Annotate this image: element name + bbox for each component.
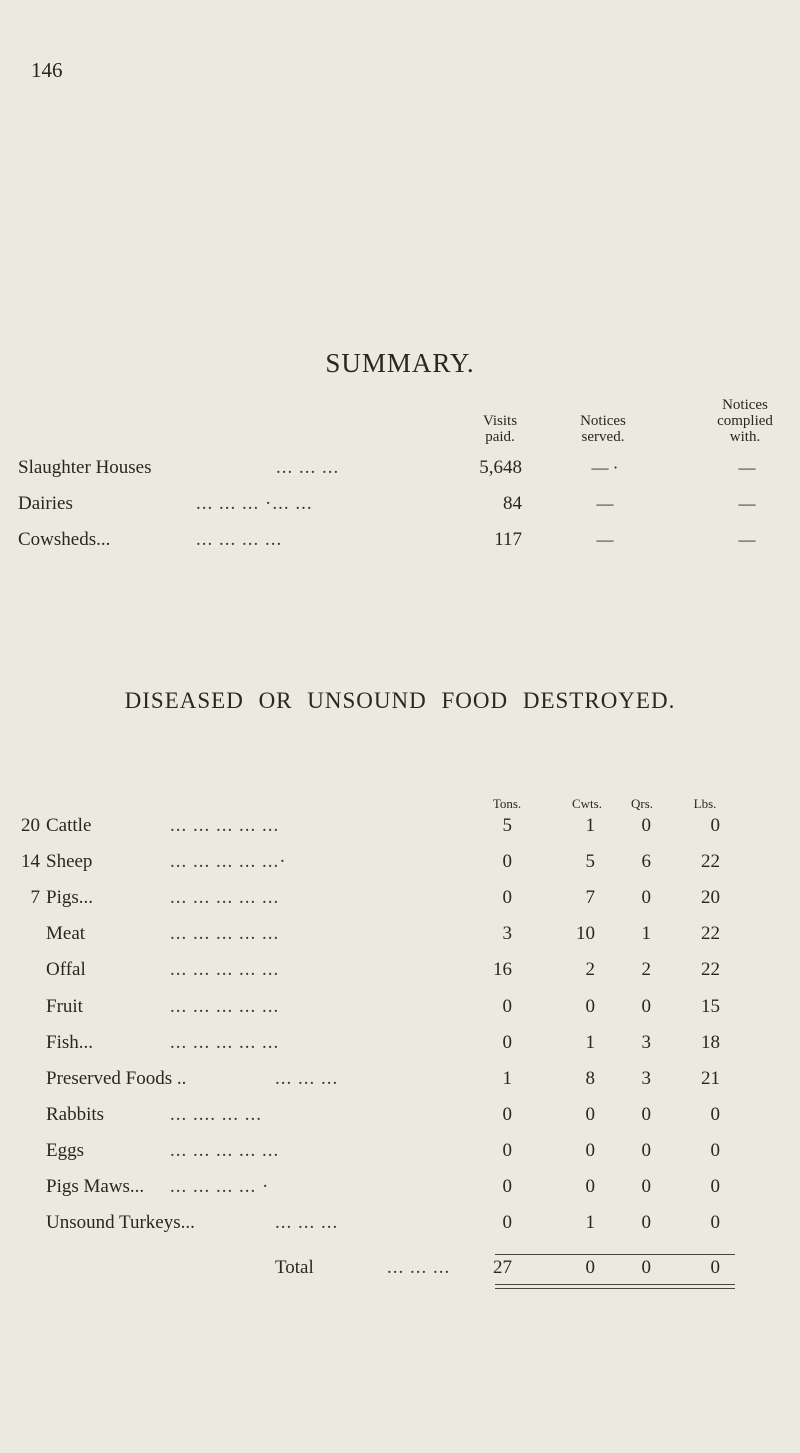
header-notices-served: Notices served. bbox=[580, 413, 626, 445]
food-row-tons: 0 bbox=[502, 1140, 512, 1161]
food-row-count: 7 bbox=[30, 887, 40, 908]
food-row-qrs: 1 bbox=[641, 923, 651, 944]
food-row-dots: ... ... ... ... ... bbox=[170, 923, 280, 944]
page-number: 146 bbox=[31, 58, 63, 82]
food-row-lbs: 20 bbox=[701, 887, 720, 908]
col-header-lbs: Lbs. bbox=[693, 796, 717, 811]
summary-row-served: — · bbox=[591, 458, 619, 477]
food-row-qrs: 0 bbox=[641, 996, 651, 1017]
food-row-cwts: 2 bbox=[585, 959, 595, 980]
food-row-qrs: 6 bbox=[641, 851, 651, 872]
total-dots: ... ... ... bbox=[387, 1257, 451, 1278]
food-row-count: 14 bbox=[21, 851, 40, 872]
food-row-lbs: 15 bbox=[701, 996, 720, 1017]
food-row-qrs: 0 bbox=[641, 815, 651, 836]
summary-row-served: — bbox=[596, 530, 614, 549]
food-row-dots: ... .... ... ... bbox=[170, 1104, 262, 1125]
food-row-tons: 0 bbox=[502, 996, 512, 1017]
food-row-qrs: 0 bbox=[641, 1104, 651, 1125]
food-row-dots: ... ... ... ... ... bbox=[170, 1032, 280, 1053]
food-row-tons: 3 bbox=[502, 923, 512, 944]
food-title: DISEASED OR UNSOUND FOOD DESTROYED. bbox=[124, 688, 676, 713]
food-row-lbs: 0 bbox=[710, 1212, 720, 1233]
food-row-label: Offal bbox=[46, 959, 86, 980]
food-row-dots: ... ... ... ... ... bbox=[170, 1140, 280, 1161]
food-row-tons: 0 bbox=[502, 1104, 512, 1125]
food-row-label: Rabbits bbox=[46, 1104, 105, 1125]
food-row-label: Meat bbox=[46, 923, 86, 944]
total-tons: 27 bbox=[493, 1257, 512, 1278]
food-row-dots: ... ... ... ... · bbox=[170, 1176, 270, 1197]
food-row-tons: 0 bbox=[502, 887, 512, 908]
food-row-tons: 0 bbox=[502, 1176, 512, 1197]
food-row-qrs: 2 bbox=[641, 959, 651, 980]
food-row-dots: ... ... ... bbox=[275, 1068, 339, 1089]
food-row-tons: 1 bbox=[502, 1068, 512, 1089]
food-row-dots: ... ... ... ... ... bbox=[170, 887, 280, 908]
food-row-label: Unsound Turkeys... bbox=[46, 1212, 195, 1233]
food-row-cwts: 1 bbox=[585, 1032, 595, 1053]
summary-row-complied: — bbox=[738, 458, 756, 477]
total-bottom-rule bbox=[495, 1284, 735, 1285]
food-row-qrs: 0 bbox=[641, 887, 651, 908]
food-row-dots: ... ... ... ... ... bbox=[170, 959, 280, 980]
food-row-label: Pigs... bbox=[46, 887, 93, 908]
food-row-tons: 0 bbox=[502, 1212, 512, 1233]
summary-row-dots: ... ... ... bbox=[276, 457, 340, 478]
summary-row-label: Dairies bbox=[18, 493, 73, 514]
food-row-lbs: 18 bbox=[701, 1032, 720, 1053]
food-row-dots: ... ... ... ... ... bbox=[170, 815, 280, 836]
total-cwts: 0 bbox=[585, 1257, 595, 1278]
food-row-lbs: 22 bbox=[701, 959, 720, 980]
food-row-label: Sheep bbox=[46, 851, 93, 872]
header-visits-paid: Visits paid. bbox=[482, 413, 518, 445]
food-row-label: Pigs Maws... bbox=[46, 1176, 145, 1197]
food-row-dots: ... ... ... ... ...· bbox=[170, 851, 287, 872]
food-row-label: Eggs bbox=[46, 1140, 84, 1161]
col-header-cwts: Cwts. bbox=[572, 796, 602, 811]
total-qrs: 0 bbox=[641, 1257, 651, 1278]
food-row-qrs: 0 bbox=[641, 1140, 651, 1161]
food-row-tons: 0 bbox=[502, 1032, 512, 1053]
food-row-cwts: 0 bbox=[585, 1176, 595, 1197]
summary-row-visits: 84 bbox=[503, 493, 522, 514]
food-row-cwts: 7 bbox=[585, 887, 595, 908]
total-top-rule bbox=[495, 1254, 735, 1255]
food-row-lbs: 22 bbox=[701, 923, 720, 944]
header-notices-complied: Notices complied with. bbox=[717, 397, 773, 445]
food-row-tons: 0 bbox=[502, 851, 512, 872]
food-row-tons: 5 bbox=[502, 815, 512, 836]
food-row-count: 20 bbox=[21, 815, 40, 836]
summary-row-visits: 5,648 bbox=[479, 457, 522, 478]
food-row-qrs: 0 bbox=[641, 1176, 651, 1197]
food-row-cwts: 1 bbox=[585, 1212, 595, 1233]
col-header-qrs: Qrs. bbox=[630, 796, 654, 811]
food-row-lbs: 0 bbox=[710, 815, 720, 836]
food-row-lbs: 22 bbox=[701, 851, 720, 872]
summary-row-dots: ... ... ... ·... ... bbox=[196, 493, 313, 514]
food-row-qrs: 3 bbox=[641, 1068, 651, 1089]
food-row-cwts: 0 bbox=[585, 1104, 595, 1125]
food-row-cwts: 10 bbox=[576, 923, 595, 944]
total-label: Total bbox=[275, 1257, 314, 1278]
food-row-label: Preserved Foods .. bbox=[46, 1068, 187, 1089]
food-row-dots: ... ... ... ... ... bbox=[170, 996, 280, 1017]
summary-row-served: — bbox=[596, 494, 614, 513]
food-row-lbs: 0 bbox=[710, 1140, 720, 1161]
food-row-label: Cattle bbox=[46, 815, 92, 836]
food-row-lbs: 0 bbox=[710, 1176, 720, 1197]
summary-row-label: Cowsheds... bbox=[18, 529, 111, 550]
food-row-tons: 16 bbox=[493, 959, 512, 980]
food-row-qrs: 3 bbox=[641, 1032, 651, 1053]
total-lbs: 0 bbox=[710, 1257, 720, 1278]
food-row-dots: ... ... ... bbox=[275, 1212, 339, 1233]
summary-title: SUMMARY. bbox=[325, 348, 475, 378]
food-row-cwts: 8 bbox=[585, 1068, 595, 1089]
summary-row-complied: — bbox=[738, 530, 756, 549]
summary-row-label: Slaughter Houses bbox=[18, 457, 152, 478]
food-row-cwts: 5 bbox=[585, 851, 595, 872]
food-row-lbs: 0 bbox=[710, 1104, 720, 1125]
food-row-cwts: 0 bbox=[585, 1140, 595, 1161]
food-row-lbs: 21 bbox=[701, 1068, 720, 1089]
food-row-cwts: 1 bbox=[585, 815, 595, 836]
summary-row-dots: ... ... ... ... bbox=[196, 529, 283, 550]
summary-row-visits: 117 bbox=[494, 529, 522, 550]
food-row-qrs: 0 bbox=[641, 1212, 651, 1233]
total-bottom-rule-2 bbox=[495, 1288, 735, 1289]
food-row-label: Fruit bbox=[46, 996, 83, 1017]
col-header-tons: Tons. bbox=[492, 796, 522, 811]
summary-row-complied: — bbox=[738, 494, 756, 513]
food-row-label: Fish... bbox=[46, 1032, 93, 1053]
food-row-cwts: 0 bbox=[585, 996, 595, 1017]
